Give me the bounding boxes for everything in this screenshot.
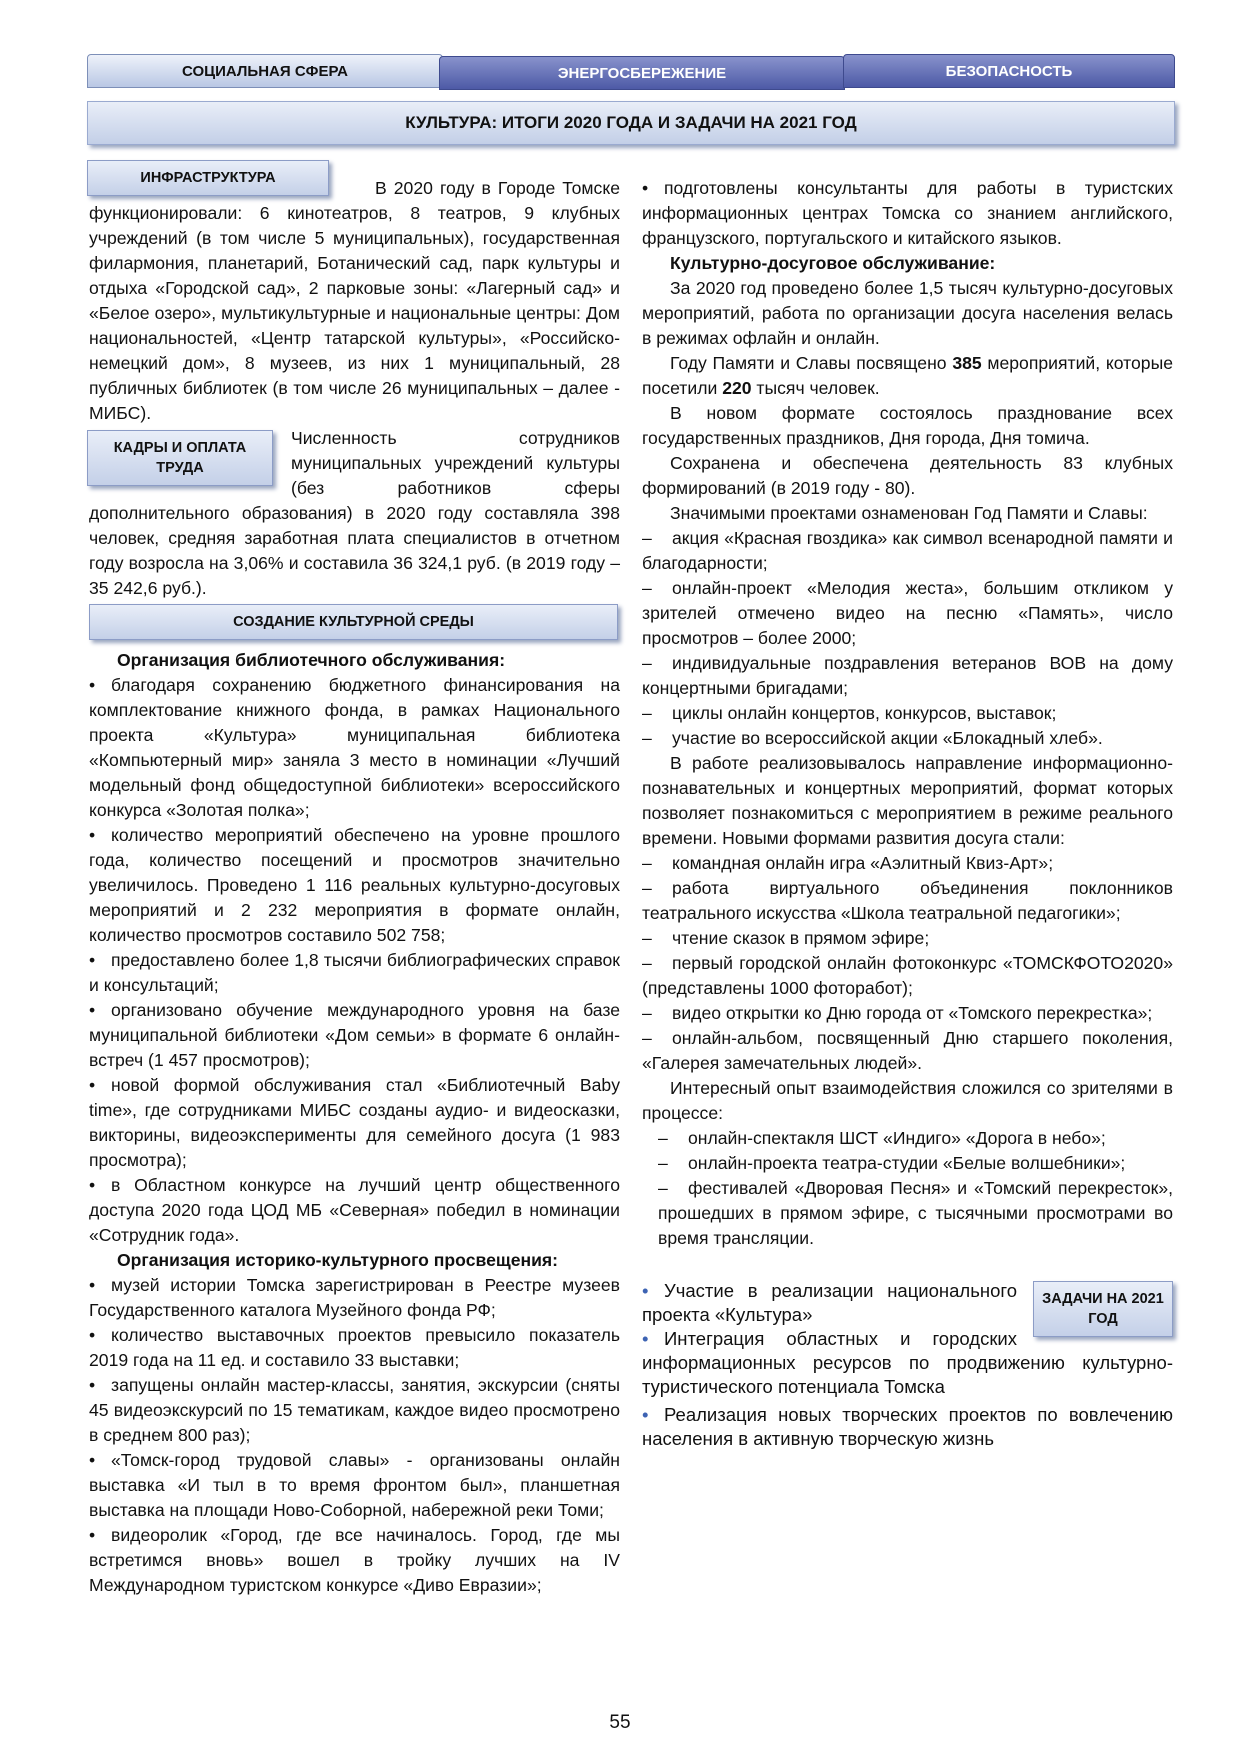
culture-label: СОЗДАНИЕ КУЛЬТУРНОЙ СРЕДЫ xyxy=(89,604,618,640)
paragraph: Значимыми проектами ознаменован Год Памяти и Славы: xyxy=(670,503,1148,523)
list-item: – онлайн-проекта театра-студии «Белые волшебники»; xyxy=(642,1151,1173,1176)
leisure-heading: Культурно-досуговое обслуживание: xyxy=(670,253,996,273)
list-item: • подготовлены консультанты для работы в туристских информационных центрах Томска со знанием английского, французского, португальского и китайского языков. xyxy=(642,176,1173,251)
section-tabs xyxy=(87,54,1175,90)
infra-text: В 2020 году в Городе Томске функционировали: 6 кинотеатров, 8 театров, 9 клубных учреждений (в том числе 5 муниципальных), государственная филармония, планетарий, Ботанический сад, парк культуры и отдыха «Городской сад», 2 парковые зоны: «Лагерный сад» и «Белое озеро», мультикультурные и национальные центры: Дом национальностей, «Центр татарской культуры», «Российско-немецкий дом», 8 музеев, из них 1 муниципальный, 28 публичных библиотек (в том числе 26 муниципальных – далее - МИБС). xyxy=(89,178,620,423)
paragraph: Интересный опыт взаимодействия сложился со зрителями в процессе: xyxy=(642,1078,1173,1123)
list-item: • музей истории Томска зарегистрирован в Реестре музеев Государственного каталога Музейного фонда РФ; xyxy=(89,1273,620,1323)
list-item: – онлайн-спектакля ШСТ «Индиго» «Дорога в небо»; xyxy=(642,1126,1173,1151)
list-item: • количество мероприятий обеспечено на уровне прошлого года, количество посещений и просмотров значительно увеличилось. Проведено 1 116 реальных культурно-досуговых мероприятий и 2 232 мероприятия в формате онлайн, количество просмотров составило 502 758; xyxy=(89,823,620,948)
task-item: • Интеграция областных и городских информационных ресурсов по продвижению культурно-туристического потенциала Томска xyxy=(642,1327,1173,1399)
list-item: • в Областном конкурсе на лучший центр общественного доступа 2020 года ЦОД МБ «Северная» победил в номинации «Сотрудник года». xyxy=(89,1173,620,1248)
paragraph: Сохранена и обеспечена деятельность 83 клубных формирований (в 2019 году - 80). xyxy=(642,453,1173,498)
list-item: – видео открытки ко Дню города от «Томского перекрестка»; xyxy=(642,1001,1173,1026)
list-item: – первый городской онлайн фотоконкурс «ТОМСКФОТО2020» (представлены 1000 фоторабот); xyxy=(642,951,1173,1001)
list-item: – акция «Красная гвоздика» как символ всенародной памяти и благодарности; xyxy=(642,526,1173,576)
tasks-section xyxy=(642,1279,1173,1451)
tab-social[interactable]: СОЦИАЛЬНАЯ СФЕРА xyxy=(87,54,443,88)
list-item: – онлайн-альбом, посвященный Дню старшего поколения, «Галерея замечательных людей». xyxy=(642,1026,1173,1076)
list-item: • благодаря сохранению бюджетного финансирования на комплектование книжного фонда, в рамках Национального проекта «Культура» муниципальная библиотека «Компьютерный мир» заняла 3 место в номинации «Лучший модельный фонд общедоступной библиотеки» всероссийского конкурса «Золотая полка»; xyxy=(89,673,620,823)
text-fragment: мероприятий, которые посетили xyxy=(642,353,1173,398)
staff-text: Численность сотрудников муниципальных учреждений культуры (без работников сферы дополнительного образования) в 2020 году составляла 398 человек, средняя заработная плата специалистов в отчетном году возросла на 3,06% и составила 36 324,1 руб. (в 2019 году – 35 242,6 руб.). xyxy=(89,428,620,598)
visitors-count: 220 xyxy=(722,378,752,398)
paragraph: В работе реализовывалось направление информационно-познавательных и концертных мероприятий, формат которых позволяет познакомиться с мероприятием в режиме реального времени. Новыми формами развития досуга стали: xyxy=(642,753,1173,848)
tab-security[interactable]: БЕЗОПАСНОСТЬ xyxy=(843,54,1175,88)
events-count: 385 xyxy=(952,353,982,373)
task-item: • Участие в реализации национального проекта «Культура» xyxy=(642,1279,1173,1327)
list-item: – циклы онлайн концертов, конкурсов, выставок; xyxy=(642,701,1173,726)
paragraph: За 2020 год проведено более 1,5 тысяч культурно-досуговых мероприятий, работа по организации досуга населения велась в режимах офлайн и онлайн. xyxy=(642,278,1173,348)
text-fragment: Году Памяти и Славы посвящено xyxy=(670,353,953,373)
list-item: • «Томск-город трудовой славы» - организованы онлайн выставка «И тыл в то время фронтом был», планшетная выставка на площади Ново-Соборной, набережной реки Томи; xyxy=(89,1448,620,1523)
list-item: – чтение сказок в прямом эфире; xyxy=(642,926,1173,951)
tab-energy[interactable]: ЭНЕРГОСБЕРЕЖЕНИЕ xyxy=(439,56,845,90)
staff-label: КАДРЫ И ОПЛАТА ТРУДА xyxy=(87,430,273,486)
list-item: • запущены онлайн мастер-классы, занятия, экскурсии (сняты 45 видеоэкскурсий по 15 тематикам, каждое видео просмотрено в среднем 800 раз); xyxy=(89,1373,620,1448)
list-item: • предоставлено более 1,8 тысячи библиографических справок и консультаций; xyxy=(89,948,620,998)
list-item: – участие во всероссийской акции «Блокадный хлеб». xyxy=(642,726,1173,751)
spacer xyxy=(642,1251,1173,1279)
memory-year-paragraph xyxy=(642,351,1173,401)
list-item: – фестивалей «Дворовая Песня» и «Томский перекресток», прошедших в прямом эфире, с тысячными просмотрами во время трансляции. xyxy=(642,1176,1173,1251)
paragraph: В новом формате состоялось празднование всех государственных праздников, Дня города, Дня томича. xyxy=(642,403,1173,448)
list-item: • количество выставочных проектов превысило показатель 2019 года на 11 ед. и составило 33 выставки; xyxy=(89,1323,620,1373)
left-column xyxy=(89,170,620,1598)
page-title: КУЛЬТУРА: ИТОГИ 2020 ГОДА И ЗАДАЧИ НА 2021 ГОД xyxy=(87,101,1175,145)
list-item: • организовано обучение международного уровня на базе муниципальной библиотеки «Дом семьи» в формате 6 онлайн-встреч (1 457 просмотров); xyxy=(89,998,620,1073)
library-heading: Организация библиотечного обслуживания: xyxy=(117,650,506,670)
infra-label: ИНФРАСТРУКТУРА xyxy=(87,160,329,196)
list-item: – работа виртуального объединения поклонников театрального искусства «Школа театральной педагогики»; xyxy=(642,876,1173,926)
tasks-label: ЗАДАЧИ НА 2021 ГОД xyxy=(1033,1281,1173,1337)
task-item: • Реализация новых творческих проектов по вовлечению населения в активную творческую жизнь xyxy=(642,1403,1173,1451)
history-heading: Организация историко-культурного просвещения: xyxy=(117,1250,559,1270)
text-fragment: тысяч человек. xyxy=(751,378,880,398)
page-number: 55 xyxy=(609,1712,631,1733)
list-item: – командная онлайн игра «Аэлитный Квиз-Арт»; xyxy=(642,851,1173,876)
list-item: • видеоролик «Город, где все начиналось. Город, где мы встретимся вновь» вошел в тройку лучших на IV Международном туристском конкурсе «Диво Евразии»; xyxy=(89,1523,620,1598)
list-item: • новой формой обслуживания стал «Библиотечный Baby time», где сотрудниками МИБС созданы аудио- и видеосказки, викторины, видеоэксперименты для семейного досуга (1 983 просмотра); xyxy=(89,1073,620,1173)
list-item: – онлайн-проект «Мелодия жеста», большим откликом у зрителей отмечено видео на песню «Память», число просмотров – более 2000; xyxy=(642,576,1173,651)
list-item: – индивидуальные поздравления ветеранов ВОВ на дому концертными бригадами; xyxy=(642,651,1173,701)
right-column xyxy=(642,176,1173,1451)
